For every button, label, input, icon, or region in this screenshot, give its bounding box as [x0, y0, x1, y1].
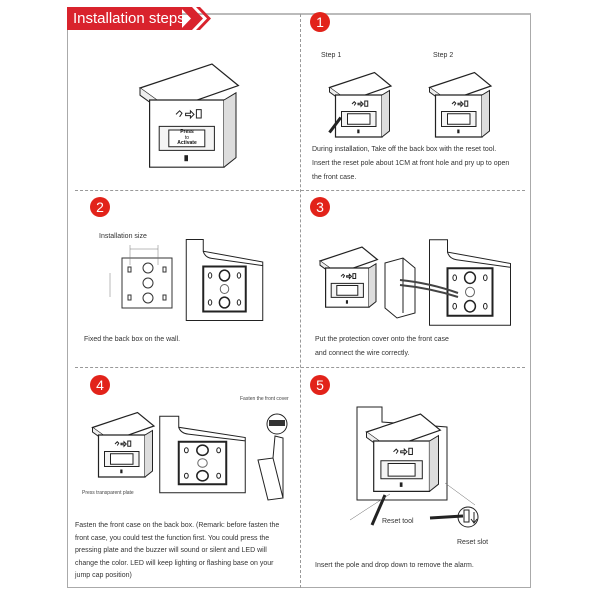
text-line: During installation, Take off the back box with the reset tool.: [312, 146, 497, 153]
reset-tool-callout: Reset tool: [382, 518, 414, 525]
step1-label: Step 1: [321, 52, 342, 59]
section-title-banner: Installation steps: [67, 7, 182, 30]
text-line: front case, you could test the function first. You could press the: [75, 534, 270, 542]
text-line: jump cap position): [75, 572, 132, 579]
side-view-cover-illustration: [253, 410, 293, 500]
text-line: and connect the wire correctly.: [315, 350, 410, 357]
step2-device-illustration: [422, 65, 497, 140]
step1-device-illustration: [322, 65, 397, 140]
activation-plate-label: [169, 130, 205, 147]
installation-size-label: Installation size: [99, 233, 147, 240]
text-line: Insert the reset pole about 1CM at front hole and pry up to open: [312, 160, 510, 167]
installation-size-diagram: [110, 245, 175, 315]
plate-label-line: Activate: [177, 140, 197, 146]
fasten-front-cover-callout: Fasten the front cover: [240, 396, 289, 402]
wall-back-box-illustration: [182, 235, 267, 325]
step-badge-3: 3: [310, 197, 330, 217]
step4-description: [75, 520, 279, 583]
text-line: Fasten the front case on the back box. (Remark: before fasten the: [75, 522, 280, 529]
step-badge-5: 5: [310, 375, 330, 395]
step-badge-4: 4: [90, 375, 110, 395]
plate-label-line: to: [184, 134, 190, 141]
reset-tool-illustration: [350, 480, 490, 540]
row-divider: [75, 190, 525, 191]
text-line: the front case.: [312, 174, 357, 181]
row-divider: [75, 367, 525, 368]
step2-description: Fixed the back box on the wall.: [84, 336, 181, 343]
front-case-press-illustration: [85, 400, 160, 485]
wall-back-box-illustration: [155, 412, 250, 497]
wires-illustration: [400, 275, 460, 300]
step1-description: [312, 143, 509, 185]
text-line: change the color. LED will keep lighting or flashing base on your: [75, 559, 274, 567]
press-transparent-plate-callout: Press transparent plate: [82, 490, 134, 496]
plate-label-line: Press: [180, 129, 194, 135]
reset-slot-callout: Reset slot: [457, 539, 489, 546]
step-badge-1: 1: [310, 12, 330, 32]
step3-description: [315, 333, 449, 361]
step2-label: Step 2: [433, 52, 454, 59]
chevrons-icon: [180, 7, 216, 30]
text-line: Put the protection cover onto the front case: [315, 336, 449, 343]
text-line: pressing plate and the buzzer will sound or silent and LED will: [75, 547, 267, 554]
step-badge-2: 2: [90, 197, 110, 217]
column-divider: [300, 14, 301, 588]
device-illustration: [118, 52, 258, 172]
step5-description: Insert the pole and drop down to remove the alarm.: [315, 562, 474, 569]
front-case-illustration: [313, 235, 383, 315]
